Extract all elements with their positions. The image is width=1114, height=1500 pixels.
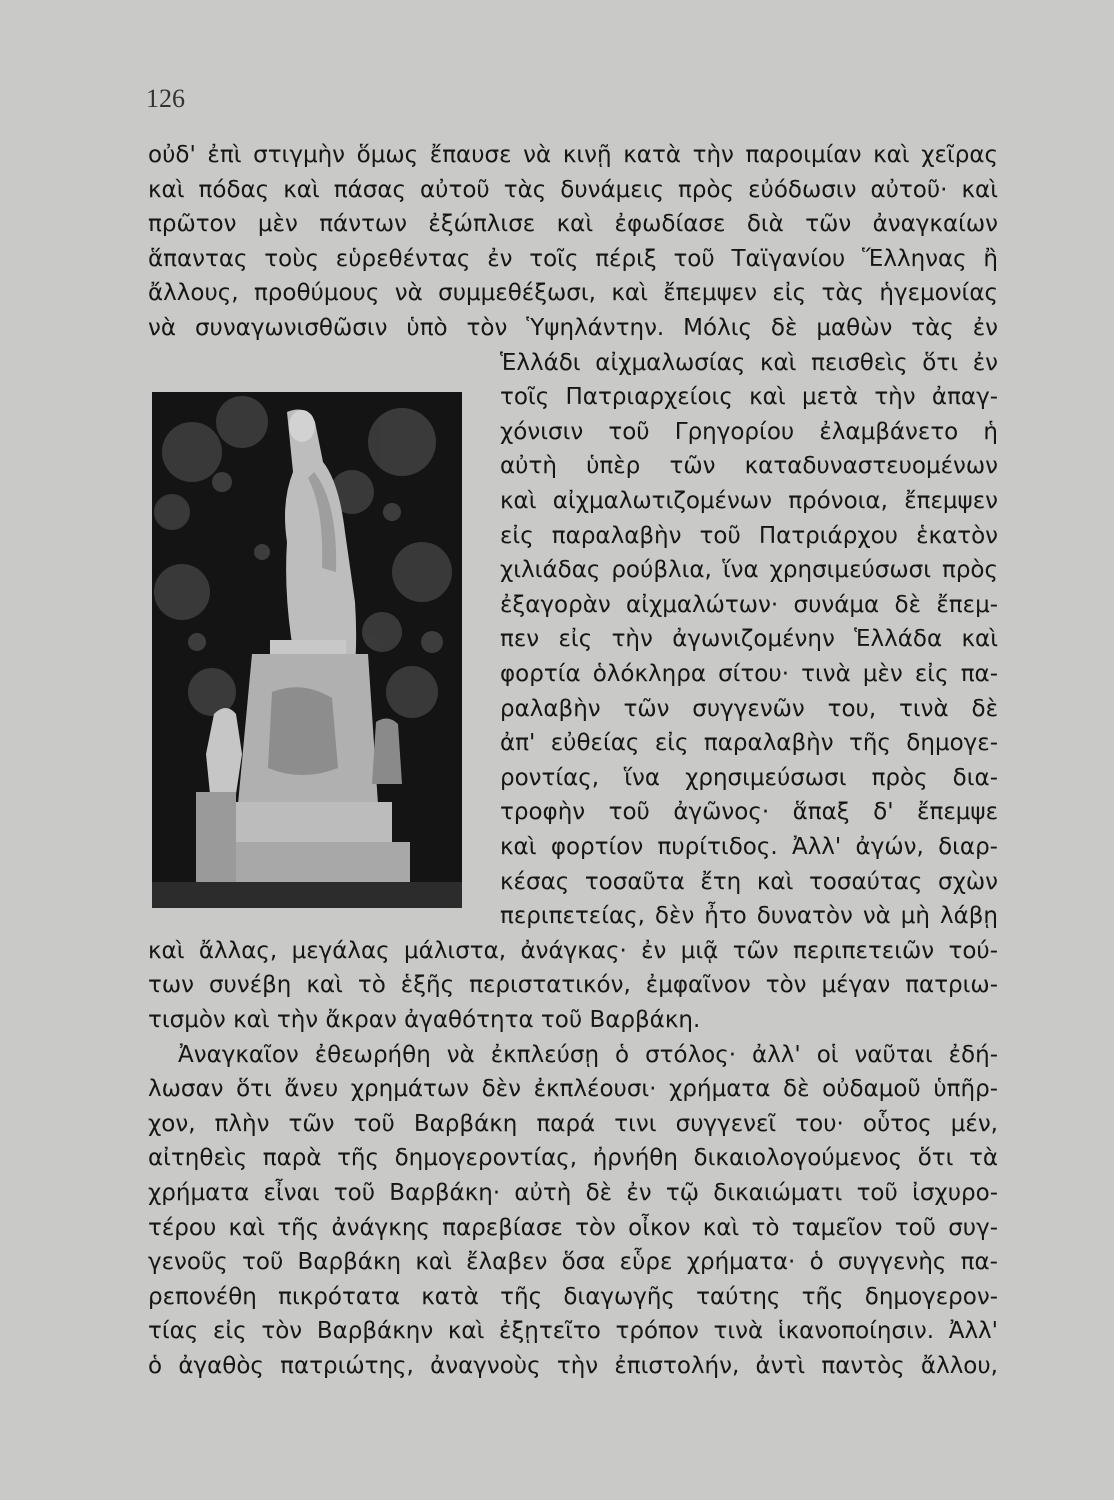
- text-line: τοῖς Πατριαρχείοις καὶ μετὰ τὴν ἀπαγ-: [500, 384, 998, 411]
- text-line: τίας εἰς τὸν Βαρβάκην καὶ ἐξῃτεῖτο τρόπον τινὰ ἱκανοποίησιν. Ἀλλ': [148, 1318, 998, 1345]
- text-line: ραλαβὴν τῶν συγγενῶν του, τινὰ δὲ: [500, 695, 998, 722]
- text-line: χρήματα εἶναι τοῦ Βαρβάκη· αὐτὴ δὲ ἐν τῷ δικαιώματι τοῦ ἰσχυρο-: [148, 1180, 998, 1206]
- text-line: ὁ ἀγαθὸς πατριώτης, ἀναγνοὺς τὴν ἐπιστολήν, ἀντὶ παντὸς ἄλλου,: [148, 1353, 998, 1379]
- text-line: ρεπονέθη πικρότατα κατὰ τῆς διαγωγῆς ταύτης τῆς δημογερον-: [148, 1283, 998, 1310]
- text-line: ἐξαγορὰν αἰχμαλώτων· συνάμα δὲ ἔπεμ-: [500, 591, 998, 618]
- text-line: ροντίας, ἵνα χρησιμεύσωσι πρὸς δια-: [500, 764, 998, 791]
- page-number: 126: [146, 84, 185, 113]
- text-line: καὶ ἄλλας, μεγάλας μάλιστα, ἀνάγκας· ἐν μιᾷ τῶν περιπετειῶν τού-: [148, 937, 998, 964]
- text-line: καὶ πόδας καὶ πάσας αὐτοῦ τὰς δυνάμεις πρὸς εὐόδωσιν αὐτοῦ· καὶ: [148, 176, 998, 203]
- text-line: τροφὴν τοῦ ἀγῶνος· ἅπαξ δ' ἔπεμψε: [500, 799, 998, 826]
- text-line: καὶ αἰχμαλωτιζομένων πρόνοια, ἔπεμψεν: [500, 488, 998, 514]
- text-line: αἰτηθεὶς παρὰ τῆς δημογεροντίας, ἠρνήθη δικαιολογούμενος ὅτι τὰ: [148, 1145, 998, 1172]
- text-line: χόνισιν τοῦ Γρηγορίου ἐλαμβάνετο ἡ: [500, 418, 998, 445]
- text-line: κέσας τοσαῦτα ἔτη καὶ τοσαύτας σχὼν: [500, 868, 998, 895]
- text-line: πεν εἰς τὴν ἀγωνιζομένην Ἑλλάδα καὶ: [500, 626, 998, 653]
- text-line: οὐδ' ἐπὶ στιγμὴν ὅμως ἔπαυσε νὰ κινῇ κατὰ τὴν παροιμίαν καὶ χεῖρας: [148, 142, 998, 168]
- text-line: φορτία ὁλόκληρα σίτου· τινὰ μὲν εἰς πα-: [500, 661, 998, 687]
- text-line: ἅπαντας τοὺς εὑρεθέντας ἐν τοῖς πέριξ τοῦ Ταϊγανίου Ἕλληνας ἢ: [148, 245, 998, 272]
- text-line: περιπετείας, δὲν ἦτο δυνατὸν νὰ μὴ λάβῃ: [500, 903, 998, 930]
- text-line: χον, πλὴν τῶν τοῦ Βαρβάκη παρά τινι συγγενεῖ του· οὗτος μέν,: [148, 1110, 998, 1137]
- text-line: λωσαν ὅτι ἄνευ χρημάτων δὲν ἐκπλέουσι· χρήματα δὲ οὐδαμοῦ ὑπῆρ-: [148, 1076, 998, 1103]
- text-line: ἀπ' εὐθείας εἰς παραλαβὴν τῆς δημογε-: [500, 730, 998, 757]
- text-line: τισμὸν καὶ τὴν ἄκραν ἀγαθότητα τοῦ Βαρβάκη.: [148, 1007, 701, 1033]
- text-line: των συνέβη καὶ τὸ ἑξῆς περιστατικόν, ἐμφαῖνον τὸν μέγαν πατριω-: [148, 972, 998, 999]
- text-line: νὰ συναγωνισθῶσιν ὑπὸ τὸν Ὑψηλάντην. Μόλις δὲ μαθὼν τὰς ἐν: [148, 315, 998, 341]
- text-line: γενοῦς τοῦ Βαρβάκη καὶ ἔλαβεν ὅσα εὗρε χρήματα· ὁ συγγενὴς πα-: [148, 1249, 998, 1276]
- text-line: Ἀναγκαῖον ἐθεωρήθη νὰ ἐκπλεύσῃ ὁ στόλος· ἀλλ' οἱ ναῦται ἐδή-: [178, 1041, 998, 1068]
- text-line: εἰς παραλαβὴν τοῦ Πατριάρχου ἑκατὸν: [500, 522, 998, 549]
- text-line: αὐτὴ ὑπὲρ τῶν καταδυναστευομένων: [500, 453, 998, 480]
- text-line: ἄλλους, προθύμους νὰ συμμεθέξωσι, καὶ ἔπεμψεν εἰς τὰς ἡγεμονίας: [148, 280, 998, 307]
- text-line: πρῶτον μὲν πάντων ἐξώπλισε καὶ ἐφωδίασε διὰ τῶν ἀναγκαίων: [148, 211, 998, 238]
- text-line: καὶ φορτίον πυρίτιδος. Ἀλλ' ἀγών, διαρ-: [500, 834, 998, 860]
- text-line: Ἑλλάδι αἰχμαλωσίας καὶ πεισθεὶς ὅτι ἐν: [500, 349, 998, 376]
- text-line: χιλιάδας ρούβλια, ἵνα χρησιμεύσωσι πρὸς: [500, 557, 998, 584]
- text-line: τέρου καὶ τῆς ἀνάγκης παρεβίασε τὸν οἶκον καὶ τὸ ταμεῖον τοῦ συγ-: [148, 1214, 998, 1241]
- statue-photograph: [152, 392, 462, 908]
